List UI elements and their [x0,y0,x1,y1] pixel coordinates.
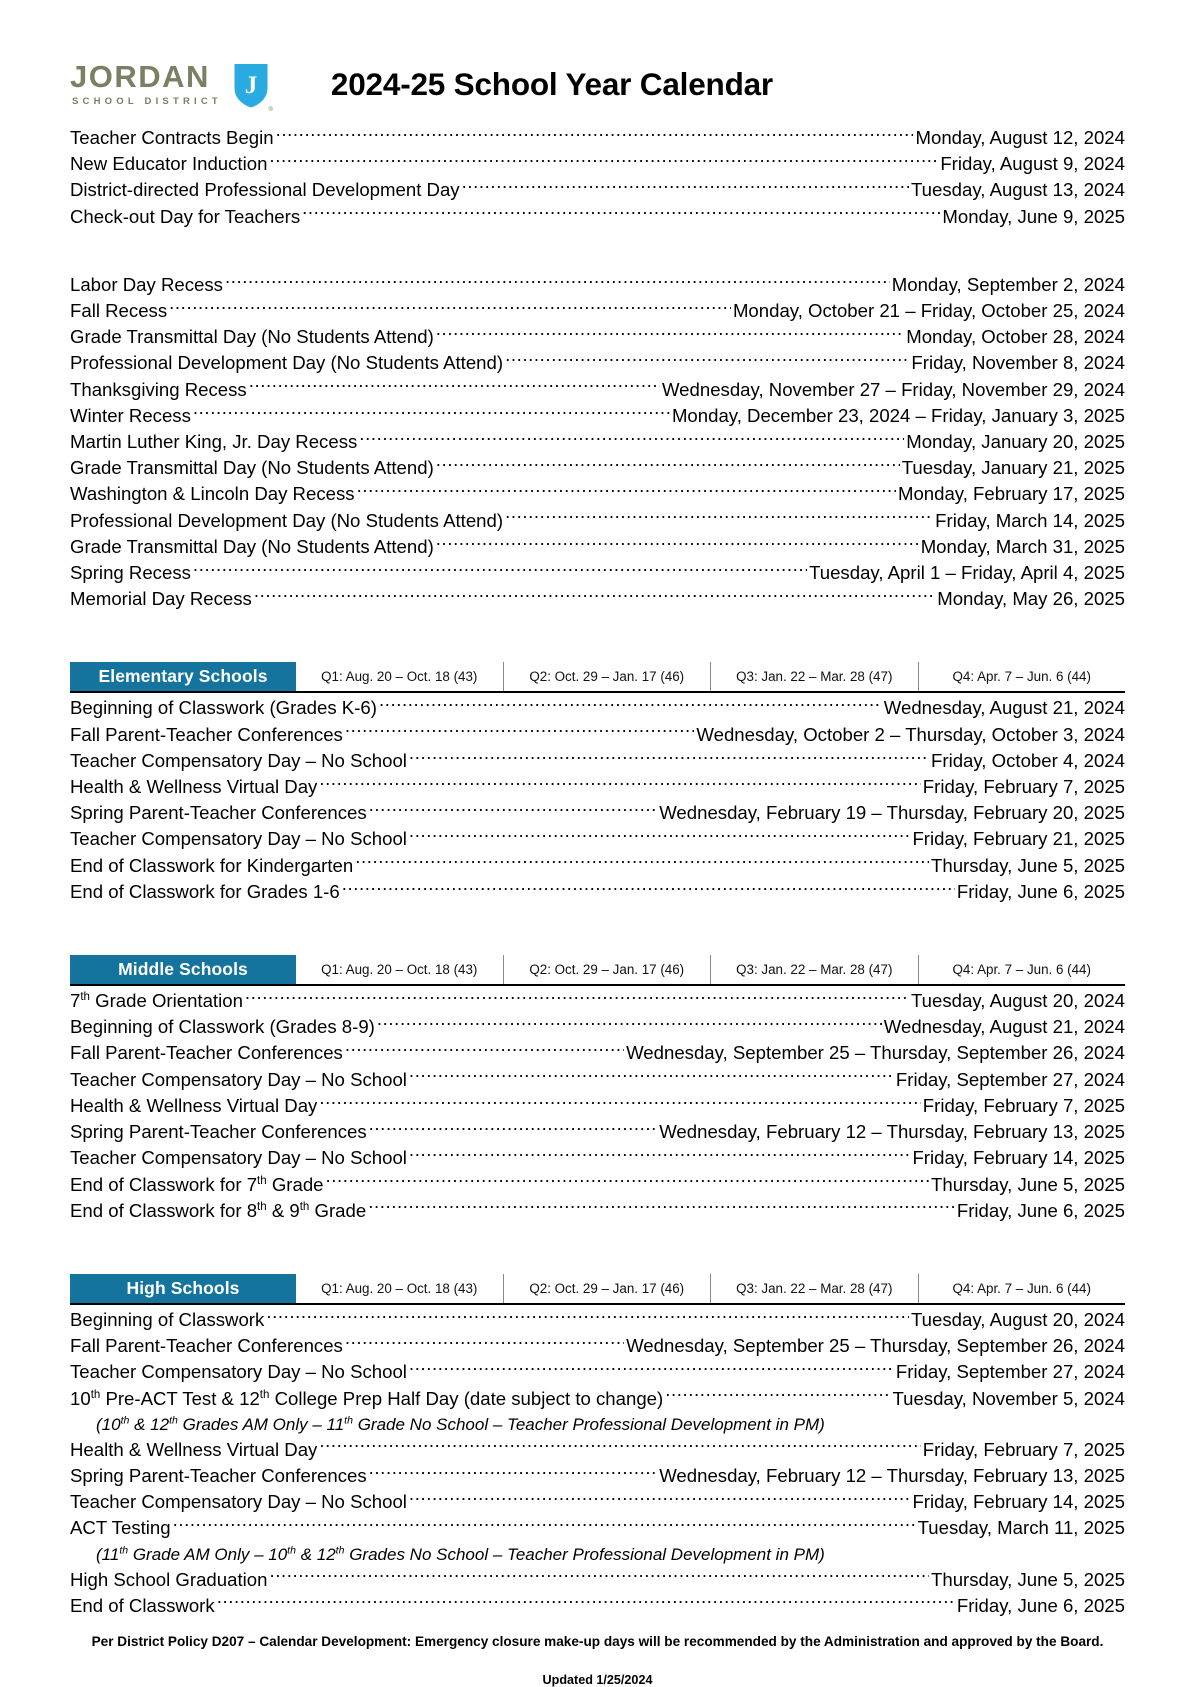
calendar-row-label: Teacher Contracts Begin [70,127,274,148]
calendar-row-date: Friday, February 14, 2025 [912,1147,1125,1169]
dot-leader [409,1360,894,1379]
dot-leader [355,853,929,872]
dot-leader [254,587,935,606]
calendar-row-label: Memorial Day Recess [70,588,252,610]
calendar-row-label: Winter Recess [70,404,191,426]
calendar-row-date: Friday, September 27, 2024 [895,1068,1125,1090]
calendar-row-date: Friday, February 7, 2025 [922,1094,1125,1116]
calendar-row [70,879,1125,905]
calendar-row-label: Teacher Compensatory Day – No School [70,1147,407,1169]
dot-leader [319,774,920,793]
calendar-row [70,1307,1125,1333]
calendar-row-label: End of Classwork [70,1594,215,1616]
calendar-row-label: Spring Parent-Teacher Conferences [70,1464,367,1486]
dot-leader [269,1567,929,1586]
calendar-row-label: 7th Grade Orientation [70,990,243,1012]
calendar-row [70,1593,1125,1619]
registered-mark: ® [268,107,273,113]
dot-leader [173,1516,916,1535]
dot-leader [379,696,882,715]
logo-name: JORDAN [70,59,210,94]
dot-leader [266,1307,909,1326]
calendar-row [70,429,1125,455]
calendar-subnote: (11th Grade AM Only – 10th & 12th Grades No School – Teacher Professional Development in PM) [96,1543,825,1564]
dot-leader [342,879,955,898]
calendar-row [70,695,1125,721]
dot-leader [225,272,890,291]
calendar-row-label: Thanksgiving Recess [70,378,247,400]
calendar-row [70,1145,1125,1171]
quarter-cell: Q3: Jan. 22 – Mar. 28 (47) [710,955,918,984]
svg-text:J: J [244,72,258,99]
quarter-cell: Q4: Apr. 7 – Jun. 6 (44) [918,1274,1126,1303]
calendar-row-date: Friday, June 6, 2025 [956,1199,1125,1221]
dot-leader [276,125,914,144]
calendar-row-label: Beginning of Classwork (Grades 8-9) [70,1016,375,1038]
dot-leader [409,1146,911,1165]
calendar-row-date: Wednesday, August 21, 2024 [883,697,1125,719]
shield-icon [233,62,273,114]
calendar-row [70,1386,1125,1412]
dot-leader [505,508,933,527]
quarter-cell: Q4: Apr. 7 – Jun. 6 (44) [918,955,1126,984]
section-title-high: High Schools [70,1274,296,1303]
quarter-cell: Q2: Oct. 29 – Jan. 17 (46) [503,1274,711,1303]
calendar-row-date: Friday, August 9, 2024 [940,153,1125,175]
calendar-row-date: Friday, June 6, 2025 [956,880,1125,902]
calendar-row-label: Spring Recess [70,562,191,584]
dot-leader [436,325,904,344]
calendar-row-label: Beginning of Classwork [70,1308,265,1330]
calendar-row-label: High School Graduation [70,1568,268,1590]
section-header-high [70,1274,1125,1305]
calendar-row-date: Monday, January 20, 2025 [906,431,1125,453]
dot-leader [369,1120,658,1139]
calendar-row-label: Grade Transmittal Day (No Students Attend) [70,326,434,348]
quarter-cell: Q4: Apr. 7 – Jun. 6 (44) [918,662,1126,691]
calendar-row [70,177,1125,203]
calendar-row-date: Monday, May 26, 2025 [937,588,1125,610]
quarter-cell: Q2: Oct. 29 – Jan. 17 (46) [503,662,711,691]
calendar-row [70,324,1125,350]
calendar-row-date: Friday, October 4, 2024 [931,749,1125,771]
quarter-cell: Q1: Aug. 20 – Oct. 18 (43) [321,962,478,978]
dot-leader [357,482,896,501]
dot-leader [217,1593,955,1612]
calendar-row [70,560,1125,586]
calendar-row-label: ACT Testing [70,1517,171,1539]
calendar-row-date: Wednesday, February 12 – Thursday, February 13, 2025 [659,1121,1125,1143]
calendar-row-date: Tuesday, November 5, 2024 [892,1387,1125,1409]
calendar-row-date: Thursday, June 5, 2025 [931,854,1125,876]
updated-date: Updated 1/25/2024 [542,1672,653,1687]
calendar-row-date: Friday, February 21, 2025 [912,828,1125,850]
calendar-row-date: Tuesday, August 20, 2024 [911,1308,1125,1330]
calendar-row-date: Wednesday, October 2 – Thursday, October 3, 2024 [696,723,1125,745]
calendar-row-label: Teacher Compensatory Day – No School [70,1361,407,1383]
calendar-row-label: Fall Parent-Teacher Conferences [70,723,343,745]
calendar-row-date: Monday, August 12, 2024 [915,127,1125,148]
calendar-row-date: Tuesday, April 1 – Friday, April 4, 2025 [809,562,1125,584]
calendar-row-label: Fall Parent-Teacher Conferences [70,1042,343,1064]
dot-leader [436,456,900,475]
calendar-row [70,403,1125,429]
calendar-row-date: Tuesday, January 21, 2025 [901,457,1125,479]
calendar-row-date: Monday, October 28, 2024 [906,326,1125,348]
calendar-row-label: End of Classwork for 7th Grade [70,1173,324,1195]
section-title-middle: Middle Schools [70,955,296,984]
district-dates-block-2 [70,272,1125,613]
calendar-row-label: Fall Parent-Teacher Conferences [70,1335,343,1357]
calendar-row [70,1093,1125,1119]
dot-leader [462,178,909,197]
calendar-row-date: Friday, November 8, 2024 [911,352,1125,374]
calendar-row-date: Friday, February 7, 2025 [922,1438,1125,1460]
calendar-row-label: Health & Wellness Virtual Day [70,1438,318,1460]
dot-leader [369,1463,658,1482]
calendar-row-date: Monday, June 9, 2025 [942,205,1125,227]
calendar-row-label: Washington & Lincoln Day Recess [70,483,355,505]
calendar-row [70,1463,1125,1489]
calendar-row-date: Wednesday, November 27 – Friday, November 29, 2024 [661,378,1125,400]
calendar-row-label: End of Classwork for Kindergarten [70,854,354,876]
calendar-row-date: Monday, December 23, 2024 – Friday, January 3, 2025 [671,404,1125,426]
calendar-row [70,988,1125,1014]
dot-leader [302,204,940,223]
section-header-middle [70,955,1125,986]
page-header [70,55,1125,117]
calendar-row [70,455,1125,481]
calendar-row [70,377,1125,403]
logo-subtitle: SCHOOL DISTRICT [72,96,222,107]
calendar-row-label: Teacher Compensatory Day – No School [70,1068,407,1090]
calendar-row-label: Grade Transmittal Day (No Students Attend) [70,457,434,479]
calendar-row [70,1198,1125,1224]
calendar-row-date: Tuesday, August 20, 2024 [911,990,1125,1012]
calendar-row-date: Thursday, June 5, 2025 [931,1568,1125,1590]
dot-leader [249,377,660,396]
calendar-row [70,800,1125,826]
calendar-row-label: Teacher Compensatory Day – No School [70,749,407,771]
dot-leader [169,298,731,317]
calendar-row-date: Monday, February 17, 2025 [897,483,1125,505]
section-header-elementary [70,662,1125,693]
calendar-row-date: Friday, February 14, 2025 [912,1491,1125,1513]
calendar-row-label: End of Classwork for Grades 1-6 [70,880,340,902]
calendar-row-label: Spring Parent-Teacher Conferences [70,802,367,824]
dot-leader [409,748,929,767]
logo-wordmark [70,61,222,107]
dot-leader [245,988,909,1007]
calendar-row [70,1437,1125,1463]
dot-leader [369,801,658,820]
dot-leader [193,403,670,422]
quarter-list-middle [296,955,1125,984]
calendar-row-label: Health & Wellness Virtual Day [70,776,318,798]
calendar-row [70,1014,1125,1040]
dot-leader [345,1041,624,1060]
quarter-cell: Q3: Jan. 22 – Mar. 28 (47) [710,1274,918,1303]
calendar-row [70,774,1125,800]
calendar-row-date: Friday, February 7, 2025 [922,776,1125,798]
calendar-row [70,534,1125,560]
dot-leader [409,827,911,846]
calendar-row-label: Teacher Compensatory Day – No School [70,1491,407,1513]
dot-leader [326,1172,930,1191]
dot-leader [319,1093,920,1112]
calendar-row-date: Wednesday, February 19 – Thursday, February 20, 2025 [659,802,1125,824]
calendar-row-date: Monday, October 21 – Friday, October 25, 2024 [732,300,1125,322]
block-spacer [70,230,1125,272]
calendar-row [70,481,1125,507]
dot-leader [409,1490,911,1509]
calendar-row-label: Labor Day Recess [70,273,223,295]
calendar-row-date: Tuesday, August 13, 2024 [911,179,1125,201]
dot-leader [377,1015,882,1034]
calendar-row-label: Professional Development Day (No Students Attend) [70,352,504,374]
calendar-row-label: Professional Development Day (No Students Attend) [70,509,504,531]
calendar-row [70,1119,1125,1145]
quarter-cell: Q3: Jan. 22 – Mar. 28 (47) [710,662,918,691]
district-dates-block-1 [70,125,1125,230]
calendar-row [70,826,1125,852]
shield-glyph [233,62,269,109]
quarter-cell: Q2: Oct. 29 – Jan. 17 (46) [503,955,711,984]
district-logo [70,59,273,114]
calendar-row [70,1040,1125,1066]
elementary-rows [70,695,1125,905]
calendar-row-date: Friday, June 6, 2025 [956,1594,1125,1616]
quarter-cell: Q1: Aug. 20 – Oct. 18 (43) [321,1280,478,1296]
dot-leader [436,534,919,553]
calendar-row [70,151,1125,177]
calendar-row [70,1515,1125,1541]
calendar-row [70,748,1125,774]
page-footer [70,1633,1125,1687]
calendar-row-label: Beginning of Classwork (Grades K-6) [70,697,377,719]
calendar-row-label: End of Classwork for 8th & 9th Grade [70,1199,367,1221]
dot-leader [269,152,938,171]
dot-leader [359,429,904,448]
calendar-row-label: New Educator Induction [70,153,268,175]
calendar-row-label: Health & Wellness Virtual Day [70,1094,318,1116]
calendar-row [70,204,1125,230]
high-rows [70,1307,1125,1619]
calendar-row-date: Friday, September 27, 2024 [895,1361,1125,1383]
calendar-row-label: 10th Pre-ACT Test & 12th College Prep Half Day (date subject to change) [70,1387,664,1409]
middle-rows [70,988,1125,1224]
dot-leader [505,351,909,370]
calendar-row [70,272,1125,298]
calendar-row [70,722,1125,748]
quarter-list-high [296,1274,1125,1303]
calendar-row-date: Wednesday, September 25 – Thursday, September 26, 2024 [626,1335,1125,1357]
calendar-row [70,508,1125,534]
calendar-row [70,1359,1125,1385]
calendar-row [70,125,1125,151]
calendar-row-date: Tuesday, March 11, 2025 [917,1517,1125,1539]
dot-leader [368,1198,955,1217]
calendar-row-date: Friday, March 14, 2025 [935,509,1125,531]
section-spacer [70,1224,1125,1274]
calendar-subnote: (10th & 12th Grades AM Only – 11th Grade No School – Teacher Professional Development in PM) [96,1414,825,1434]
calendar-row-label: Teacher Compensatory Day – No School [70,828,407,850]
calendar-row [70,586,1125,612]
section-spacer [70,612,1125,662]
calendar-row [70,1567,1125,1593]
calendar-row-label: District-directed Professional Development Day [70,179,460,201]
dot-leader [319,1437,920,1456]
calendar-row [70,350,1125,376]
calendar-row-label: Fall Recess [70,300,168,322]
dot-leader [193,560,807,579]
quarter-cell: Q1: Aug. 20 – Oct. 18 (43) [321,669,478,685]
dot-leader [345,722,695,741]
calendar-row-date: Thursday, June 5, 2025 [931,1173,1125,1195]
calendar-row-date: Wednesday, August 21, 2024 [883,1016,1125,1038]
calendar-row-label: Grade Transmittal Day (No Students Attend) [70,535,434,557]
policy-note: Per District Policy D207 – Calendar Development: Emergency closure make-up days will be recommended by the Administration and approved by the Board. [91,1633,1104,1649]
calendar-row [70,1333,1125,1359]
calendar-row [70,1172,1125,1198]
calendar-row [70,1489,1125,1515]
calendar-row [70,298,1125,324]
page-title: 2024-25 School Year Calendar [330,66,773,102]
calendar-row-label: Spring Parent-Teacher Conferences [70,1121,367,1143]
quarter-list-elementary [296,662,1125,691]
calendar-row-date: Monday, March 31, 2025 [920,535,1125,557]
dot-leader [409,1067,894,1086]
calendar-row-date: Wednesday, February 12 – Thursday, February 13, 2025 [659,1464,1125,1486]
section-spacer [70,905,1125,955]
calendar-row-date: Wednesday, September 25 – Thursday, September 26, 2024 [626,1042,1125,1064]
calendar-row-date: Monday, September 2, 2024 [891,273,1125,295]
calendar-row-label: Check-out Day for Teachers [70,205,301,227]
section-title-elementary: Elementary Schools [70,662,296,691]
calendar-row-label: Martin Luther King, Jr. Day Recess [70,431,358,453]
calendar-row [70,1067,1125,1093]
dot-leader [665,1386,890,1405]
calendar-row [70,853,1125,879]
dot-leader [345,1334,624,1353]
